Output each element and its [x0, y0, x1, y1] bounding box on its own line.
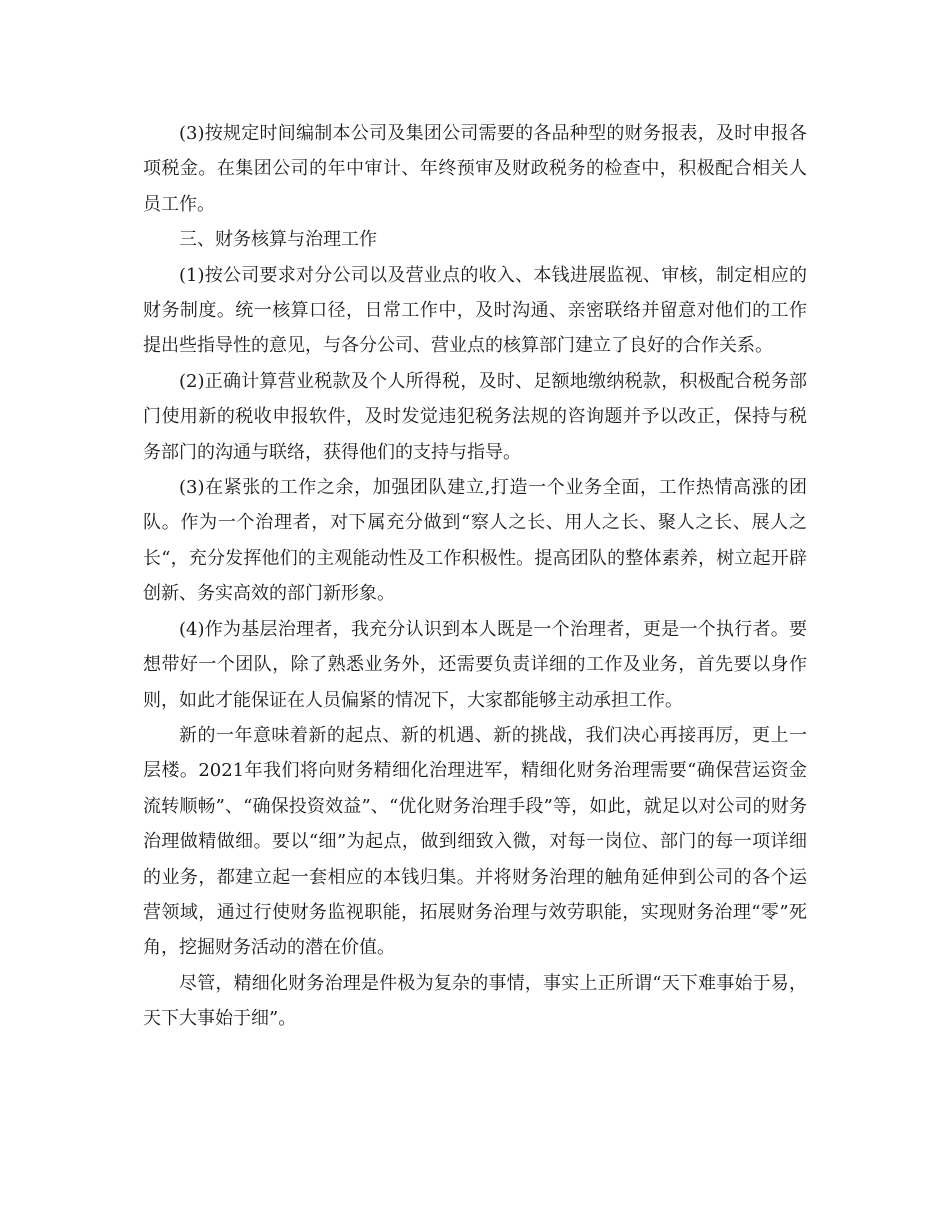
- paragraph-conclusion: 尽管，精细化财务治理是件极为复杂的事情，事实上正所谓“天下难事始于易，天下大事始于细”。: [143, 972, 807, 1030]
- paragraph-team-building: (3)在紧张的工作之余，加强团队建立,打造一个业务全面，工作热情高涨的团队。作为一个治理者，对下属充分做到“察人之长、用人之长、聚人之长、展人之长“，充分发挥他们的主观能动性及工作积极性。提高团队的整体素养，树立起开辟创新、务实高效的部门新形象。: [143, 477, 807, 605]
- paragraph-new-year-plan: 新的一年意味着新的起点、新的机遇、新的挑战，我们决心再接再厉，更上一层楼。2021年我们将向财务精细化治理进军，精细化财务治理需要“确保营运资金流转顺畅”、“确保投资效益”、“优化财务治理手段”等，如此，就足以对公司的财务治理做精做细。要以“细”为起点，做到细致入微，对每一岗位、部门的每一项详细的业务，都建立起一套相应的本钱归集。并将财务治理的触角延伸到公司的各个运营领域，通过行使财务监视职能，拓展财务治理与效劳职能，实现财务治理“零”死角，挖掘财务活动的潜在价值。: [143, 724, 807, 959]
- paragraph-tax-calculation: (2)正确计算营业税款及个人所得税，及时、足额地缴纳税款，积极配合税务部门使用新的税收申报软件，及时发觉违犯税务法规的咨询题并予以改正，保持与税务部门的沟通与联络，获得他们的支持与指导。: [143, 370, 807, 463]
- section-heading-accounting: 三、财务核算与治理工作: [179, 229, 377, 251]
- paragraph-report-preparation: (3)按规定时间编制本公司及集团公司需要的各品种型的财务报表，及时申报各项税金。在集团公司的年中审计、年终预审及财政税务的检查中，积极配合相关人员工作。: [143, 123, 807, 215]
- document-body: [143, 116, 807, 1037]
- paragraph-branch-supervision: (1)按公司要求对分公司以及营业点的收入、本钱进展监视、审核，制定相应的财务制度。统一核算口径，日常工作中，及时沟通、亲密联络并留意对他们的工作提出些指导性的意见，与各分公司、营业点的核算部门建立了良好的合作关系。: [143, 264, 807, 357]
- paragraph-grassroots-manager: (4)作为基层治理者，我充分认识到本人既是一个治理者，更是一个执行者。要想带好一个团队，除了熟悉业务外，还需要负责详细的工作及业务，首先要以身作则，如此才能保证在人员偏紧的情况下，大家都能够主动承担工作。: [143, 618, 807, 711]
